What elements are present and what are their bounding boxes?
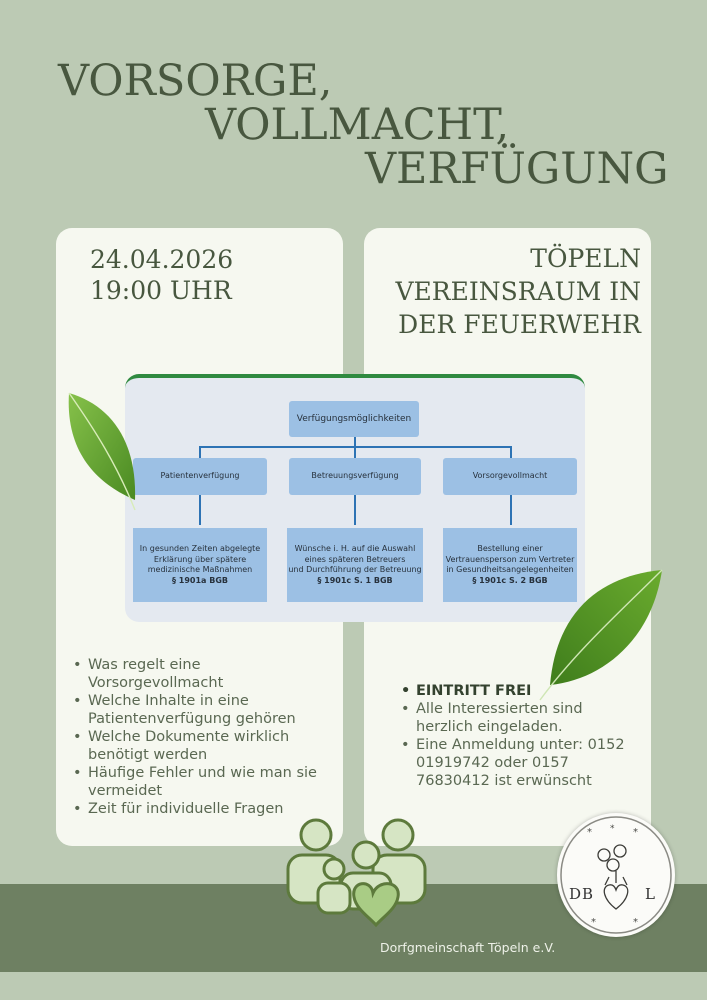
registration-text: • Eine Anmeldung unter: 0152 01919742 oder 0157 76830412 ist erwünscht bbox=[398, 736, 638, 790]
club-logo bbox=[557, 813, 675, 937]
detail-3-line-3: in Gesundheitsangelegenheiten bbox=[446, 565, 574, 574]
svg-text:*: * bbox=[633, 827, 638, 838]
logo-letter-b: B bbox=[582, 885, 594, 903]
topic-item: • Was regelt eine Vorsorgevollmacht bbox=[70, 656, 335, 692]
detail-1-line-2: Erklärung über spätere bbox=[153, 554, 247, 564]
topic-item: • Zeit für individuelle Fragen bbox=[70, 800, 335, 818]
title-line-2: VOLLMACHT, bbox=[205, 100, 510, 150]
detail-1-law: § 1901a BGB bbox=[172, 575, 228, 585]
logo-letter-l: L bbox=[645, 885, 655, 903]
detail-2-line-3: und Durchführung der Betreuung bbox=[288, 565, 422, 574]
event-time: 19:00 UHR bbox=[90, 276, 232, 305]
detail-3-line-2: Vertrauensperson zum Vertreter bbox=[445, 554, 575, 564]
detail-2-law: § 1901c S. 1 BGB bbox=[317, 575, 393, 585]
diagram-arrow bbox=[354, 495, 356, 525]
detail-2-line-2: eines späteren Betreuers bbox=[304, 554, 406, 564]
invitation-text: • Alle Interessierten sind herzlich eingeladen. bbox=[398, 700, 638, 736]
diagram-arrow bbox=[199, 495, 201, 525]
svg-text:*: * bbox=[633, 917, 638, 928]
leaf-left-icon bbox=[55, 385, 145, 520]
diagram-connector bbox=[510, 446, 512, 458]
detail-2-line-1: Wünsche i. H. auf die Auswahl bbox=[294, 544, 416, 553]
footer-text: Dorfgmeinschaft Töpeln e.V. bbox=[380, 940, 556, 955]
diagram-option-betreuungsverfuegung: Betreuungsverfügung bbox=[289, 458, 421, 495]
diagram-detail-2 bbox=[287, 528, 423, 602]
logo-letter-d: D bbox=[569, 885, 582, 903]
diagram-detail-1 bbox=[133, 528, 267, 602]
detail-3-law: § 1901c S. 2 BGB bbox=[472, 575, 548, 585]
event-location bbox=[396, 242, 642, 341]
diagram-root-box: Verfügungsmöglichkeiten bbox=[289, 401, 419, 437]
detail-3-line-1: Bestellung einer bbox=[477, 544, 543, 553]
event-date: 24.04.2026 bbox=[90, 245, 234, 274]
detail-1-line-1: In gesunden Zeiten abgelegte bbox=[139, 544, 261, 553]
topic-item: • Häufige Fehler und wie man sie vermeidet bbox=[70, 764, 335, 800]
detail-1-line-3: medizinische Maßnahmen bbox=[147, 565, 253, 574]
diagram-arrow bbox=[510, 495, 512, 525]
entry-free: • EINTRITT FREI bbox=[398, 682, 638, 700]
topic-item: • Welche Dokumente wirklich benötigt werden bbox=[70, 728, 335, 764]
diagram-option-patientenverfuegung: Patientenverfügung bbox=[133, 458, 267, 495]
title-line-3: VERFÜGUNG bbox=[365, 144, 669, 194]
options-diagram bbox=[125, 374, 585, 622]
svg-text:*: * bbox=[591, 917, 596, 928]
diagram-connector bbox=[354, 446, 356, 458]
location-line-2: VEREINSRAUM IN bbox=[395, 277, 641, 306]
svg-text:*: * bbox=[587, 827, 592, 838]
diagram-connector bbox=[199, 446, 201, 458]
title-line-1: VORSORGE, bbox=[58, 56, 333, 106]
family-icon bbox=[283, 815, 433, 930]
info-list bbox=[398, 682, 638, 790]
topics-list bbox=[70, 656, 335, 818]
logo-emblem-icon bbox=[557, 813, 675, 937]
diagram-option-vorsorgevollmacht: Vorsorgevollmacht bbox=[443, 458, 577, 495]
location-line-1: TÖPELN bbox=[530, 244, 641, 273]
svg-text:*: * bbox=[610, 824, 615, 834]
topic-item: • Welche Inhalte in eine Patientenverfügung gehören bbox=[70, 692, 335, 728]
location-line-3: DER FEUERWEHR bbox=[398, 310, 641, 339]
